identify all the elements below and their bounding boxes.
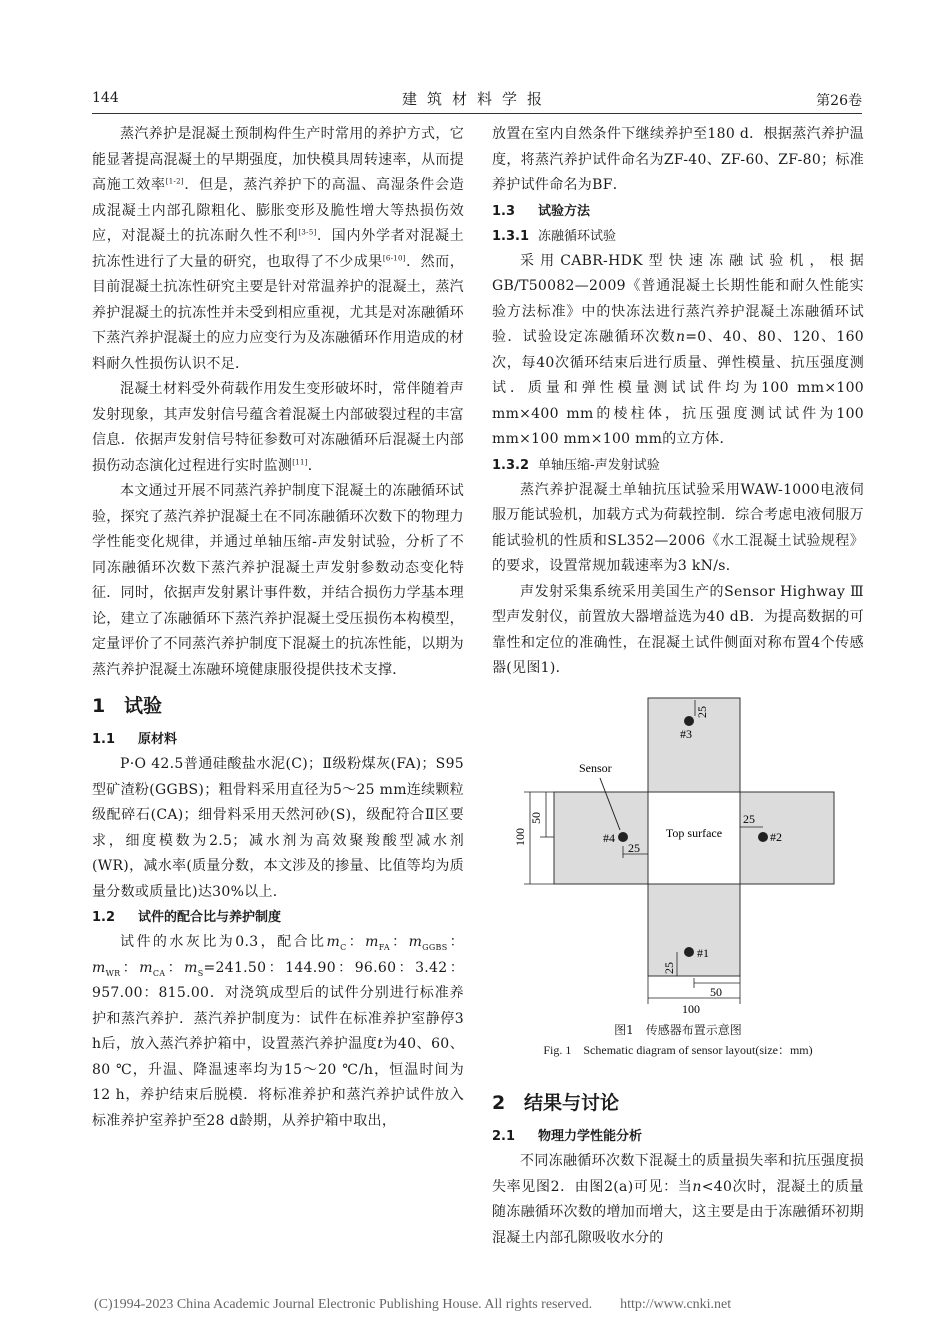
copyright-footer: (C)1994-2023 China Academic Journal Electronic Publishing House. All rights reserved. http://www.cnki.net: [94, 1297, 732, 1312]
citation[interactable]: [11]: [292, 457, 308, 466]
top-surface-label: Top surface: [665, 826, 723, 840]
sensor-3: [684, 716, 694, 726]
sensor-1: [684, 947, 694, 957]
sensor-callout-label: Sensor: [579, 761, 612, 775]
top-face: [648, 698, 740, 794]
sensor-3-label: #3: [680, 727, 692, 741]
dimension-25-sensor1: 25: [662, 962, 676, 974]
page-number: 144: [92, 90, 119, 106]
subsection-heading-1-3-2: 1.3.2 单轴压缩-声发射试验: [492, 457, 660, 473]
volume-label: 第26卷: [816, 93, 862, 109]
subsection-heading-1-3: 1.3 试验方法: [492, 203, 591, 219]
subsection-heading-1-3-1: 1.3.1 冻融循环试验: [492, 228, 617, 244]
figure-caption-en: Fig. 1 Schematic diagram of sensor layout(size：mm): [543, 1043, 813, 1057]
dimension-25-sensor2: 25: [743, 812, 755, 826]
dimension-100-left: 100: [513, 828, 527, 846]
sensor-2: [758, 832, 768, 842]
mix-proportion-paragraph: 试件的水灰比为0.3，配合比$m_C$：$m_{FA}$：$m_{GGBS}$：$m_{WR}$：$m_{CA}$：$m_S=241.50$：144.90：96.60：3.42：957.00：815.00．对浇筑成型后的试件分别进行标准养护和蒸汽养护．蒸汽养护制度为：试件在标准养护室静停3 h后，放入蒸汽养护箱中，设置蒸汽养护温度t为40、60、80 ℃，升温、降温速率均为15～20 ℃/h，恒温时间为12 h，养护结束后脱模．将标准养护和蒸汽养护试件放入标准养护室养护至28 d龄期，从养护箱中取出，: [92, 934, 464, 1129]
materials-paragraph: P·O 42.5普通硅酸盐水泥(C)；Ⅱ级粉煤灰(FA)；S95型矿渣粉(GGBS)；粗骨料采用直径为5～25 mm连续颗粒级配碎石(CA)；细骨料采用天然河砂(S)，级配符合Ⅱ区要求，细度模数为2.5；减水剂为高效聚羧酸型减水剂(WR)，减水率(质量分数，本文涉及的掺量、比值等均为质量分数或质量比)达30%以上．: [92, 756, 464, 900]
sensor-4-label: #4: [603, 831, 615, 845]
results-paragraph: 不同冻融循环次数下混凝土的质量损失率和抗压强度损失率见图2．由图2(a)可见：当n<40次时，混凝土的质量随冻融循环次数的增加而增大，这主要是由于冻融循环初期混凝土内部孔隙吸收水分的: [492, 1153, 864, 1246]
journal-name: 建筑材料学报: [401, 90, 552, 108]
left-face: [554, 792, 648, 884]
sensor-1-label: #1: [697, 946, 709, 960]
sensor-4: [618, 832, 628, 842]
left-column: [92, 122, 464, 1134]
curing-paragraph-continued: 放置在室内自然条件下继续养护至180 d．根据蒸汽养护温度，将蒸汽养护试件命名为ZF-40、ZF-60、ZF-80；标准养护试件命名为BF．: [492, 126, 864, 193]
section-heading-1: 1 试验: [92, 695, 163, 717]
acoustic-emission-paragraph: 声发射采集系统采用美国生产的Sensor Highway Ⅲ型声发射仪，前置放大器增益选为40 dB．为提高数据的可靠性和定位的准确性，在混凝土试件侧面对称布置4个传感器(见图1)．: [492, 583, 864, 676]
sensor-2-label: #2: [770, 830, 782, 844]
dimension-25-sensor4: 25: [628, 841, 640, 855]
figure-caption-cn: 图1 传感器布置示意图: [614, 1023, 742, 1037]
running-header: [92, 88, 862, 114]
dimension-50-left: 50: [529, 812, 543, 824]
dimension-50-bottom: 50: [710, 985, 722, 999]
compression-paragraph: 蒸汽养护混凝土单轴抗压试验采用WAW-1000电液伺服万能试验机，加载方式为荷载控制．综合考虑电液伺服万能试验机的性质和SL352—2006《水工混凝土试验规程》的要求，设置常规加载速率为3 kN/s．: [492, 481, 864, 574]
section-heading-2: 2 结果与讨论: [492, 1092, 620, 1114]
dimension-100-bottom: 100: [682, 1002, 700, 1016]
sensor-layout-diagram: [492, 696, 864, 1016]
intro-paragraph-3: 本文通过开展不同蒸汽养护制度下混凝土的冻融循环试验，探究了蒸汽养护混凝土在不同冻融循环次数下的物理力学性能变化规律，并通过单轴压缩-声发射试验，分析了不同冻融循环次数下蒸汽养护混凝土声发射参数动态变化特征．同时，依据声发射累计事件数，并结合损伤力学基本理论，建立了冻融循环下蒸汽养护混凝土受压损伤本构模型，定量评价了不同蒸汽养护制度下混凝土的抗冻性能，以期为蒸汽养护混凝土冻融环境健康服役提供技术支撑．: [92, 483, 464, 678]
citation[interactable]: [6-10]: [382, 253, 406, 262]
freeze-thaw-paragraph: 采用CABR-HDK型快速冻融试验机，根据GB/T50082—2009《普通混凝土长期性能和耐久性能实验方法标准》中的快冻法进行蒸汽养护混凝土冻融循环试验．试验设定冻融循环次数n=0、40、80、120、160次，每40次循环结束后进行质量、弹性模量、抗压强度测试．质量和弹性模量测试试件均为100 mm×100 mm×400 mm的棱柱体，抗压强度测试试件为100 mm×100 mm×100 mm的立方体．: [492, 252, 864, 447]
dimension-25-sensor3: 25: [695, 706, 709, 718]
figure-1: [492, 696, 864, 1060]
subsection-heading-2-1: 2.1 物理力学性能分析: [492, 1129, 643, 1144]
intro-paragraph-2: 混凝土材料受外荷载作用发生变形破坏时，常伴随着声发射现象，其声发射信号蕴含着混凝土内部破裂过程的丰富信息．依据声发射信号特征参数可对冻融循环后混凝土内部损伤动态演化过程进行实时监测[11]．: [92, 381, 464, 474]
subsection-heading-1-1: 1.1 原材料: [92, 732, 178, 747]
right-column-lower: [492, 1080, 864, 1251]
right-column: [492, 122, 864, 682]
intro-paragraph-1: 蒸汽养护是混凝土预制构件生产时常用的养护方式，它能显著提高混凝土的早期强度，加快模具周转速率，从而提高施工效率[1-2]．但是，蒸汽养护下的高温、高湿条件会造成混凝土内部孔隙粗化、膨胀变形及脆性增大等热损伤效应，对混凝土的抗冻耐久性不利[3-5]．国内外学者对混凝土抗冻性进行了大量的研究，也取得了不少成果[6-10]．然而，目前混凝土抗冻性研究主要是针对常温养护的混凝土，蒸汽养护混凝土的抗冻性并未受到相应重视，尤其是对冻融循环下蒸汽养护混凝土的应力应变行为及冻融循环作用造成的材料耐久性损伤认识不足．: [92, 126, 465, 372]
header-rule: [92, 113, 862, 114]
right-face: [740, 792, 834, 884]
citation[interactable]: [3-5]: [298, 228, 317, 237]
citation[interactable]: [1-2]: [165, 177, 184, 186]
subsection-heading-1-2: 1.2 试件的配合比与养护制度: [92, 910, 282, 925]
